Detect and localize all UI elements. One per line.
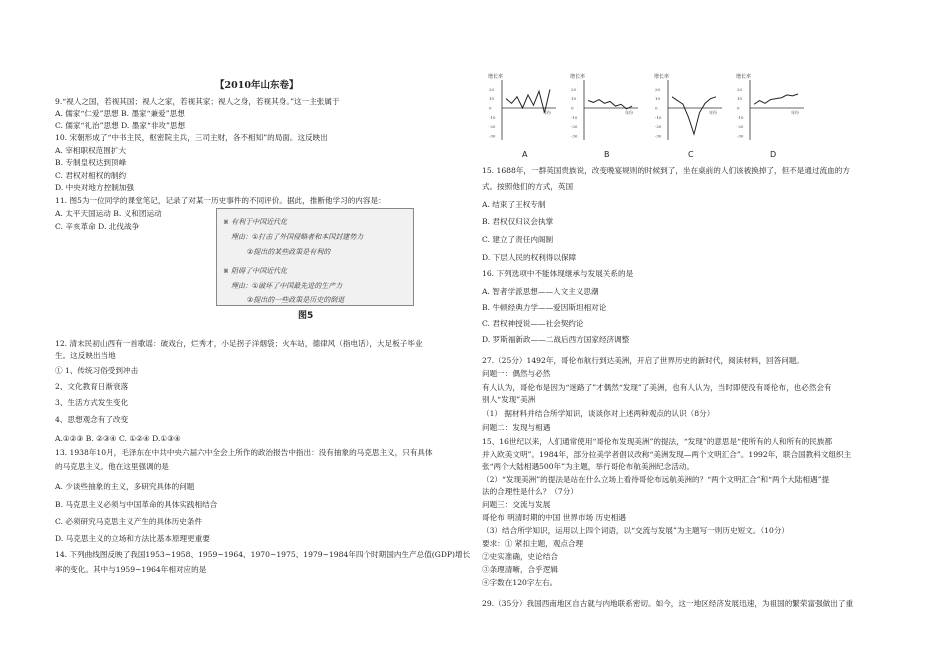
y-tick-label: -20 [489, 124, 496, 130]
y-tick-label: -30 [571, 133, 578, 139]
text-line: 15、16世纪以来，人们通常使用“哥伦布发现美洲”的提法，“发现”的意思是“使所有的人和所有的民族都 [482, 437, 833, 446]
text-line: A. 智者学派思想——人文主义思潮 [482, 287, 599, 296]
chart-option-label: B [604, 150, 610, 159]
text-line: （3）结合所学知识，运用以上四个词语，以“交流与发展”为主题写一则历史短文。（10分） [482, 526, 790, 535]
text-line: 12. 清末民初山西有一首歌谣：破戏台，烂秀才，小足拐子洋烟袋；火车站，德律风（指电话），大足板子毕业 [55, 339, 423, 348]
text-line: C. 君权神授说——社会契约论 [482, 319, 584, 328]
x-axis-label: 年份 [625, 110, 633, 115]
chart-option-label: A [522, 150, 528, 159]
text-line: 9.“视人之国，若视其国；视人之家，若视其家；视人之身，若视其身。”这一主张属于 [55, 97, 340, 106]
text-line: D. 罗斯福新政——二战后西方国家经济调整 [482, 335, 630, 344]
figure-5-notes-image [216, 208, 414, 306]
text-line: D. 马克思主义的立场和方法比基本原理更重要 [55, 534, 210, 543]
gdp-line [588, 100, 632, 109]
y-axis-label: 增长率 [654, 74, 670, 80]
text-line: 别人“发现”美洲 [482, 395, 536, 404]
text-line: 问题二：发现与相遇 [482, 423, 551, 432]
text-line: B. 牛顿经典力学——爱因斯坦相对论 [482, 303, 607, 312]
chart-option-label: D [770, 150, 777, 159]
y-axis-label: 增长率 [488, 74, 504, 80]
text-line: B. 马克思主义必须与中国革命的具体实践相结合 [55, 500, 218, 509]
gdp-chart-d [736, 72, 806, 144]
y-tick-label: -30 [655, 133, 662, 139]
chart-option-label: C [688, 150, 694, 159]
y-tick-label: 10 [489, 96, 495, 102]
exam-title: 【2010年山东卷】 [215, 80, 299, 91]
text-line: C. 辛亥革命 D. 北伐战争 [55, 222, 140, 231]
text-line: 13. 1938年10月，毛泽东在中共中央六届六中全会上所作的政治报告中指出：没有抽象的马克思主义，只有具体 [55, 448, 433, 457]
note-line: ※ 阻碍了中国近代化 [223, 267, 288, 275]
text-line: B. 专制皇权达到顶峰 [55, 158, 127, 167]
text-line: 率的变化。其中与1959~1964年相对应的是 [55, 565, 207, 574]
y-tick-label: 0 [655, 105, 658, 111]
y-tick-label: -30 [737, 133, 744, 139]
text-line: C. 建立了责任内阁制 [482, 235, 554, 244]
gdp-chart-a [488, 72, 558, 144]
text-line: 张“两个大陆相遇500年”为主题，举行哥伦布航美洲纪念活动。 [482, 462, 695, 471]
text-line: C. 必须研究马克思主义产生的具体历史条件 [55, 517, 203, 526]
text-line: A. 儒家“仁爱”思想 B. 墨家“兼爱”思想 [55, 109, 185, 118]
text-line: 并入欧美文明”。1984年，部分拉美学者倡议改称“美洲发现—两个文明汇合”。1992年，联合国教科文组织主 [482, 450, 852, 459]
y-axis-label: 增长率 [736, 74, 752, 80]
gdp-line [754, 94, 798, 104]
y-tick-label: 20 [737, 86, 743, 92]
x-axis-label: 年份 [791, 110, 799, 115]
y-tick-label: 10 [655, 96, 661, 102]
text-line: A. 宰相职权范围扩大 [55, 146, 127, 155]
y-tick-label: -20 [737, 124, 744, 130]
y-tick-label: -30 [489, 133, 496, 139]
text-line: 有人认为，哥伦布是因为“迷路了”才偶然“发现”了美洲，也有人认为，当时即使没有哥伦布，也必然会有 [482, 383, 832, 392]
text-line: 问题三：交流与发展 [482, 500, 551, 509]
y-tick-label: 10 [737, 96, 743, 102]
y-tick-label: 20 [489, 86, 495, 92]
y-axis-label: 增长率 [570, 74, 586, 80]
y-tick-label: 0 [571, 105, 574, 111]
text-line: 15. 1688年，一群英国贵族说，改变晚宴规则的时候到了，坐在桌前的人们该被换掉了，但不是通过流血的方 [482, 166, 850, 175]
text-line: 式。按照他们的方式，英国 [482, 182, 574, 191]
note-line: 理由：①打击了外国侵略者和本国封建势力 [231, 233, 364, 241]
text-line: 问题一：偶然与必然 [482, 369, 551, 378]
text-line: A. 太平天国运动 B. 义和团运动 [55, 209, 162, 218]
y-tick-label: 10 [571, 96, 577, 102]
text-line: 哥伦布 明清时期的中国 世界市场 历史相遇 [482, 513, 626, 522]
text-line: 27.（25分）1492年，哥伦布航行到达美洲，开启了世界历史的新时代，阅读材料，回答问题。 [482, 356, 805, 365]
y-tick-label: 0 [489, 105, 492, 111]
y-tick-label: -10 [571, 114, 578, 120]
gdp-chart-b [570, 72, 640, 144]
gdp-line [672, 97, 716, 134]
text-line: 14. 下列曲线图反映了我国1953~1958、1959~1964、1970~1975、1979~1984年四个时期国内生产总值(GDP)增长 [55, 550, 471, 559]
note-line: ②提出的某些政策是有利的 [247, 248, 331, 256]
text-line: B. 君权仅归议会执掌 [482, 217, 554, 226]
y-tick-label: -20 [655, 124, 662, 130]
text-line: ②史实准确，史论结合 [482, 552, 558, 561]
text-line: A. 少谈些抽象的主义，多研究具体的问题 [55, 482, 195, 491]
figure-5-caption: 图5 [298, 311, 314, 321]
note-line: ※ 有利于中国近代化 [223, 218, 288, 226]
text-line: A. 结束了王权专制 [482, 200, 546, 209]
text-line: 16. 下列选项中不能体现继承与发展关系的是 [482, 269, 634, 278]
text-line: C. 君权对相权的制约 [55, 171, 127, 180]
gdp-chart-c [654, 72, 724, 144]
text-line: 10. 宋朝形成了“中书主民，枢密院主兵，三司主财，各不相知”的局面。这反映出 [55, 133, 328, 142]
text-line: 29.（35分）我国西南地区自古就与内地联系密切。如今，这一地区经济发展迅速，为祖国的繁荣富强做出了重 [482, 599, 854, 608]
text-line: 法的合理性是什么？（7分） [482, 487, 578, 496]
text-line: A.①②③ B. ②③④ C. ①②④ D.①③④ [55, 434, 181, 443]
text-line: D. 中央对地方控制加强 [55, 183, 134, 192]
text-line: （2）“发现美洲”的提法是站在什么立场上看待哥伦布远航美洲的？“两个文明汇合”和“两个大陆相遇”提 [482, 475, 830, 484]
y-tick-label: 0 [737, 105, 740, 111]
text-line: ④字数在120字左右。 [482, 578, 558, 587]
text-line: 3、生活方式发生变化 [55, 398, 129, 407]
note-line: 理由：①破坏了中国最先进的生产力 [231, 282, 343, 290]
text-line: C. 儒家“礼治”思想 D. 墨家“非攻”思想 [55, 121, 186, 130]
text-line: （1） 据材料并结合所学知识，谈谈你对上述两种观点的认识（8分） [482, 409, 715, 418]
text-line: ① 1、传统习俗受到冲击 [55, 366, 139, 375]
note-line: ②提出的一些政策是历史的倒退 [247, 296, 345, 304]
gdp-line [506, 89, 550, 112]
text-line: 11. 图5为一位同学的课堂笔记，记录了对某一历史事件的不同评价。据此，推断他学习的内容是： [55, 196, 386, 205]
x-axis-label: 年份 [709, 110, 717, 115]
text-line: D. 下层人民的权利得以保障 [482, 253, 577, 262]
y-tick-label: 20 [655, 86, 661, 92]
y-tick-label: -10 [655, 114, 662, 120]
y-tick-label: -10 [489, 114, 496, 120]
text-line: 的马克思主义。他在这里强调的是 [55, 462, 169, 471]
y-tick-label: 20 [571, 86, 577, 92]
y-tick-label: -10 [737, 114, 744, 120]
text-line: 生。这反映出当地 [55, 351, 116, 360]
x-axis-label: 年份 [543, 110, 551, 115]
text-line: ③条理清晰，合乎逻辑 [482, 565, 558, 574]
y-tick-label: -20 [571, 124, 578, 130]
text-line: 4、思想观念有了改变 [55, 415, 129, 424]
text-line: 要求：① 紧扣主题，观点合理 [482, 539, 584, 548]
text-line: 2、文化教育日渐衰落 [55, 382, 129, 391]
